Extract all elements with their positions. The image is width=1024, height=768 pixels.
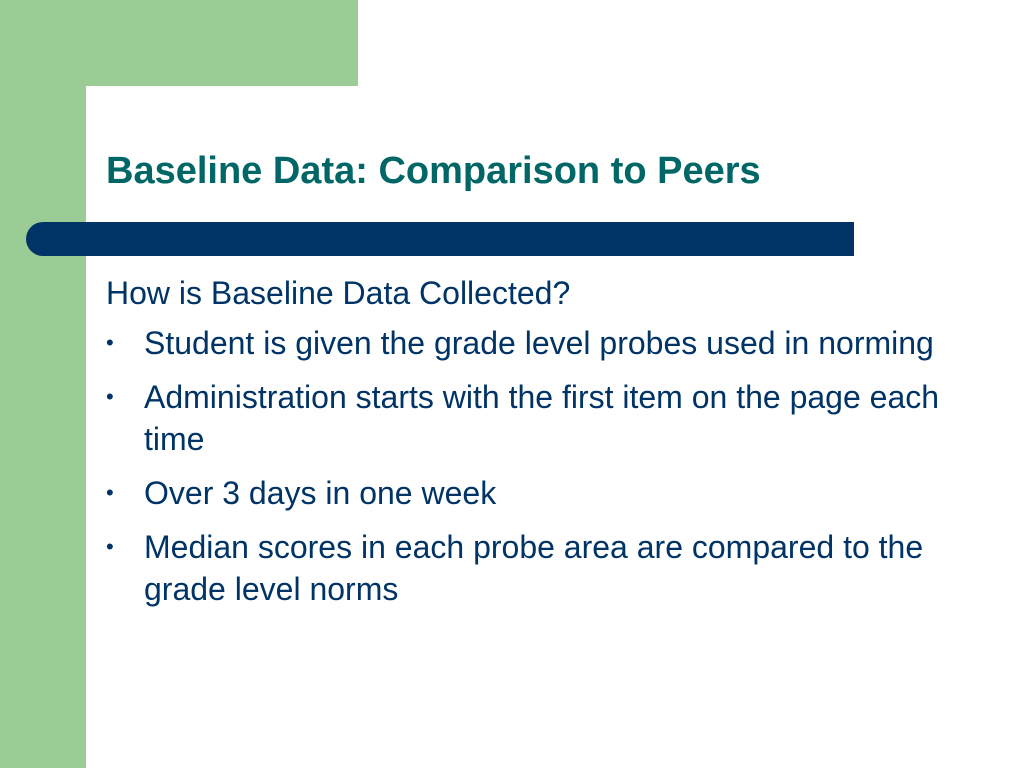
slide-body [106,272,966,622]
green-side-strip [0,0,86,768]
bullet-text: Student is given the grade level probes used in norming [144,325,934,361]
slide-title: Baseline Data: Comparison to Peers [106,150,761,192]
bullet-marker: • [106,384,114,409]
bullet-item [106,322,966,364]
bullet-marker: • [106,534,114,559]
bullet-item [106,526,966,610]
title-underline-bar [26,222,854,256]
bullet-marker: • [106,480,114,505]
bullet-text: Median scores in each probe area are compared to the grade level norms [144,529,924,607]
green-top-block [0,0,358,86]
bullet-text: Over 3 days in one week [144,475,497,511]
bullet-list [106,322,966,610]
bullet-text: Administration starts with the first item on the page each time [144,379,940,457]
bullet-marker: • [106,330,114,355]
bullet-item [106,376,966,460]
body-subheading: How is Baseline Data Collected? [106,275,571,311]
bullet-item [106,472,966,514]
